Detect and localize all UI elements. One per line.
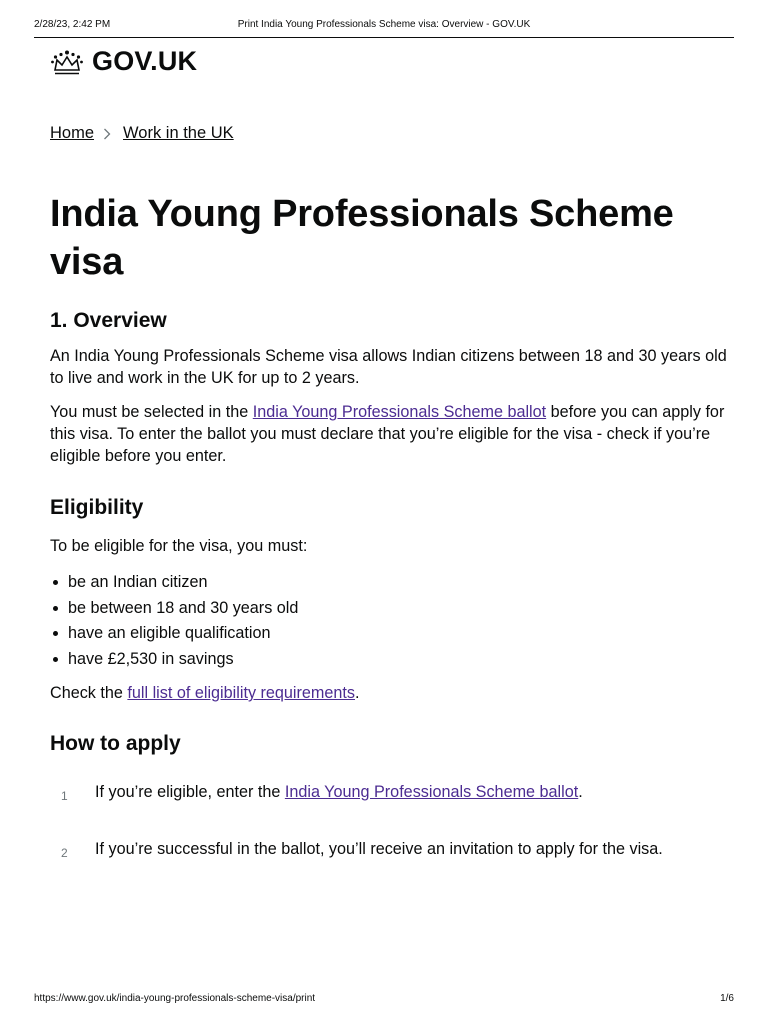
crown-icon [50,48,84,76]
page-title: India Young Professionals Scheme visa [50,193,674,283]
breadcrumb-work-in-uk-link[interactable]: Work in the UK [123,124,234,142]
print-header [34,15,734,35]
step-1-text-end: . [578,783,583,801]
eligibility-heading: Eligibility [50,496,144,519]
govuk-logo-link[interactable] [50,46,197,77]
check-text-start: Check the [50,684,128,702]
list-item: be between 18 and 30 years old [50,596,730,622]
list-item: be an Indian citizen [50,570,730,596]
overview-paragraph-1: An India Young Professionals Scheme visa allows Indian citizens between 18 and 30 years old to live and work in the UK for up to 2 years. [50,347,727,387]
print-date: 2/28/23, 2:42 PM [34,19,111,30]
print-url: https://www.gov.uk/india-young-professionals-scheme-visa/print [34,993,316,1004]
step-number: 1 [61,789,68,803]
step-list [50,781,730,864]
breadcrumb [50,124,234,143]
eligibility-list [50,570,730,672]
list-item: have an eligible qualification [50,621,730,647]
ballot-link[interactable]: India Young Professionals Scheme ballot [252,403,547,421]
step-number: 2 [61,846,68,860]
header-divider [34,37,734,38]
step-text: If you’re successful in the ballot, you’ll receive an invitation to apply for the visa. [95,840,663,858]
overview-paragraph-2 [50,401,730,467]
breadcrumb-home-link[interactable]: Home [50,124,95,142]
eligibility-requirements-link[interactable]: full list of eligibility requirements [127,684,356,702]
page-number: 1/6 [720,993,734,1004]
overview-p2-text-end: before you can apply for this visa. To enter the ballot you must declare that you’re eligible for the visa - check if you’re eligible before you enter. [50,403,725,465]
eligibility-intro: To be eligible for the visa, you must: [50,537,308,555]
step-1-text-start: If you’re eligible, enter the [95,783,285,801]
step-item [50,781,730,807]
step-text [95,781,583,803]
list-item: have £2,530 in savings [50,647,730,673]
chevron-right-icon [103,128,111,140]
section-heading-overview: 1. Overview [50,309,167,332]
print-document-title: Print India Young Professionals Scheme visa: Overview - GOV.UK [237,19,531,30]
how-to-apply-heading: How to apply [50,732,181,755]
overview-p2-text-start: You must be selected in the [50,403,253,421]
step-item [50,838,730,864]
step-ballot-link[interactable]: India Young Professionals Scheme ballot [284,783,579,801]
govuk-logo-text: GOV.UK [92,46,198,76]
eligibility-check-paragraph [50,682,730,704]
main-content [50,190,730,864]
check-text-end: . [355,684,360,702]
